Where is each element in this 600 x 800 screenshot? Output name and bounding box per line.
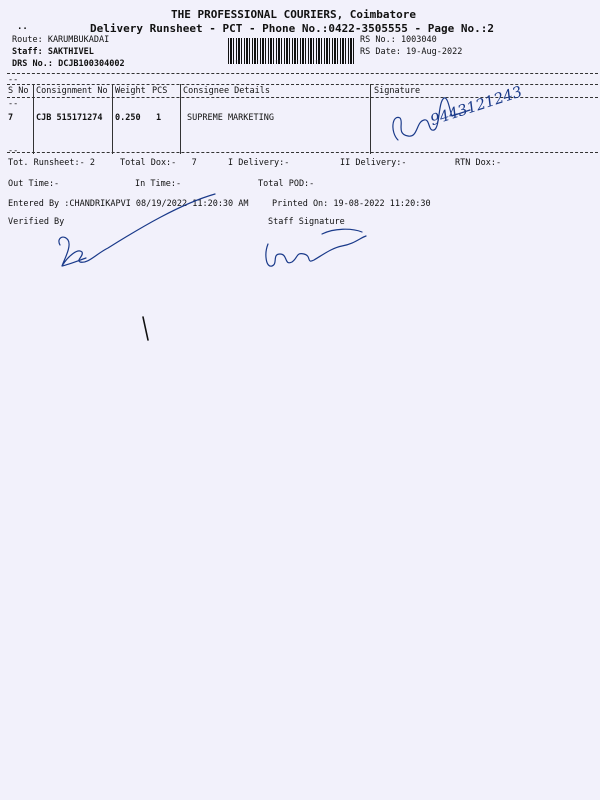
route: Route: KARUMBUKADAI [12, 35, 110, 45]
total-pod: Total POD:- [258, 179, 315, 189]
pen-stroke-mark [140, 314, 152, 344]
row-weight: 0.250 [115, 113, 141, 123]
column-rule [370, 84, 371, 154]
total-dox: Total Dox:- 7 [120, 158, 197, 168]
staff: Staff: SAKTHIVEL [12, 47, 94, 57]
verifier-signature [50, 190, 230, 272]
staff-signature-label: Staff Signature [268, 217, 345, 227]
column-rule [180, 84, 181, 154]
rs-number: RS No.: 1003040 [360, 35, 437, 45]
drs-value: DCJB100304002 [58, 59, 125, 69]
column-rule [33, 84, 34, 154]
staff-signature [262, 224, 372, 272]
divider [7, 73, 598, 74]
printed-on: Printed On: 19-08-2022 11:20:30 [272, 199, 431, 209]
corner-mark: .. [17, 22, 28, 32]
in-time: In Time:- [135, 179, 182, 189]
row-pcs: 1 [156, 113, 162, 123]
verified-by-label: Verified By [8, 217, 65, 227]
runsheet-title: Delivery Runsheet - PCT - Phone No.:0422-3505555 - Page No.:2 [90, 22, 494, 35]
divider [7, 152, 598, 153]
drs-number [12, 59, 125, 69]
ii-delivery: II Delivery:- [340, 158, 407, 168]
col-sno: S No [8, 86, 29, 96]
col-consignee: Consignee Details [183, 86, 270, 96]
i-delivery: I Delivery:- [228, 158, 290, 168]
drs-label: DRS No.: [12, 59, 53, 69]
col-weight: Weight [115, 86, 146, 96]
row-consignee: SUPREME MARKETING [187, 113, 274, 123]
rs-date: RS Date: 19-Aug-2022 [360, 47, 463, 57]
col-signature: Signature [374, 86, 421, 96]
out-time: Out Time:- [8, 179, 60, 189]
row-consignment: CJB 515171274 [36, 113, 103, 123]
barcode-image [228, 38, 355, 64]
col-pcs: PCS [152, 86, 168, 96]
dash-mark: -- [8, 146, 19, 156]
dash-mark: -- [8, 75, 19, 85]
company-title: THE PROFESSIONAL COURIERS, Coimbatore [171, 8, 417, 21]
dash-mark: -- [8, 99, 19, 109]
col-consignment: Consignment No [36, 86, 108, 96]
entered-by: Entered By :CHANDRIKAPVI 08/19/2022 11:20:30 AM [8, 199, 249, 209]
rtn-dox: RTN Dox:- [455, 158, 502, 168]
row-sno: 7 [8, 113, 14, 123]
total-runsheet: Tot. Runsheet:- 2 [8, 158, 95, 168]
receiver-phone-handwritten: 9443121243 [428, 82, 525, 130]
column-rule [112, 84, 113, 154]
